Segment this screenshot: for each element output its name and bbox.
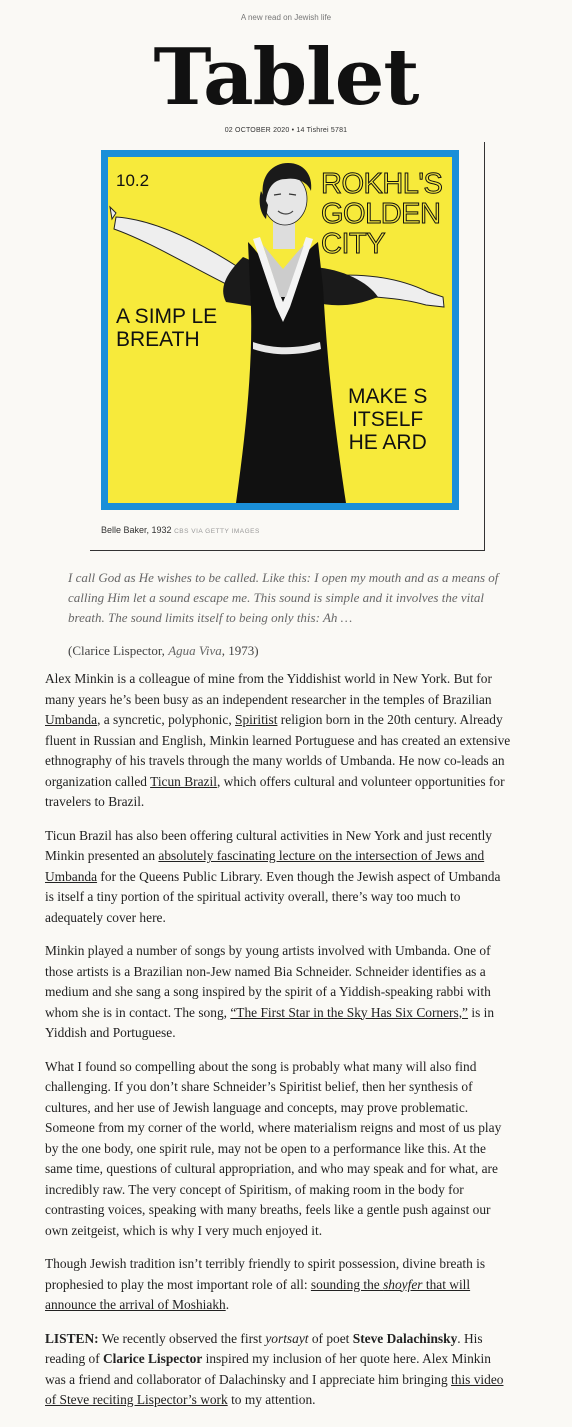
article-body <box>45 669 565 1424</box>
photo-credit: CBS VIA GETTY IMAGES <box>174 528 260 535</box>
column-title-line: GOLDEN <box>321 198 441 230</box>
epigraph-attribution <box>68 643 259 659</box>
article-bold: Clarice Lispector <box>103 1351 203 1366</box>
article-paragraph: What I found so compelling about the song is probably what many will also find challenging. If you don’t share Schneider’s Spiritist belief, then her synthesis of cultures, and her use of Jewish language and concepts, may prove problematic. Someone from my corner of the world, where materialism reigns and most of us play by the one body, one spirit rule, may not be open to a performance like this. At the same time, questions of cultural appropriation, and who may speak and for what, are incredibly raw. The very concept of Spiritism, of making room in the body for contrasting voices, speaking with many breaths, feels like a gentle push against our own zeitgeist, which is why I very much enjoyed it. <box>45 1058 502 1238</box>
site-logo[interactable]: Tablet <box>153 32 419 123</box>
article-paragraph: Though Jewish tradition isn’t terribly friendly to spirit possession, divine breath is prophesied to play the most important role of all: sounding the shoyfer that will announce the arrival of Moshiakh. <box>45 1256 486 1312</box>
artwork-left-line: A SIMP LE <box>116 305 218 328</box>
attribution-open: (Clarice Lispector, <box>68 643 169 658</box>
article-link[interactable]: absolutely fascinating lecture on the intersection of Jews and <box>158 848 485 863</box>
article-paragraph: Alex Minkin is a colleague of mine from the Yiddishist world in New York. But for many years he’s been busy as an independent researcher in the temples of Brazilian Umbanda, a syncretic, polyphonic, Spiritist religion born in the 20th century. Already fluent in Russian and English, Minkin learned Portuguese and has created an extensive ethnography of his travels through the many worlds of Umbanda. He now co-leads an organization called Ticun Brazil, which offers cultural and volunteer opportunities for travelers to Brazil. <box>45 671 511 809</box>
article-link[interactable]: Umbanda <box>45 712 98 727</box>
column-title-line: CITY <box>321 228 386 260</box>
article-link[interactable]: this video <box>451 1371 504 1387</box>
artwork-right-line: HE ARD <box>348 431 427 454</box>
epigraph-line: calling Him let a sound escape me. This sound is simple and it involves the vital <box>68 590 484 605</box>
article-link[interactable]: Umbanda <box>45 868 98 884</box>
artwork-right-line: ITSELF <box>352 408 424 431</box>
column-title <box>321 169 442 259</box>
article-link[interactable]: announce the arrival of Moshiakh <box>45 1297 226 1312</box>
caption-text: Belle Baker, 1932 <box>101 525 172 535</box>
artwork-panel <box>108 157 452 503</box>
epigraph-line: I call God as He wishes to be called. Like this: I open my mouth and as a means of <box>68 570 499 585</box>
tagline: A new read on Jewish life <box>240 13 332 22</box>
epigraph-quote <box>68 568 548 628</box>
article-link[interactable]: sounding the shoyfer that will <box>310 1276 471 1292</box>
article-link[interactable]: Spiritist <box>235 712 278 727</box>
dateline: 02 OCTOBER 2020 • 14 Tishrei 5781 <box>224 127 348 134</box>
attribution-work: Agua Viva <box>168 643 222 658</box>
hero-artwork <box>101 150 459 510</box>
column-title-line: ROKHL'S <box>321 168 443 200</box>
epigraph-line: breath. The sound limits itself to being only this: Ah … <box>68 610 353 625</box>
artwork-left-line: BREATH <box>116 328 200 351</box>
artwork-right-text <box>348 385 427 454</box>
image-caption <box>101 525 260 535</box>
article-bold: Steve Dalachinsky <box>352 1330 458 1346</box>
article-paragraph: LISTEN: We recently observed the first yortsayt of poet Steve Dalachinsky. His reading of Clarice Lispector inspired my inclusion of her quote here. Alex Minkin was a friend and collaborator of Dalachinsky and I appreciate him bringing this video of Steve reciting Lispector’s work to my attention. <box>45 1330 504 1407</box>
article-paragraph: Ticun Brazil has also been offering cultural activities in New York and just recently Minkin presented an absolutely fascinating lecture on the intersection of Jews and Umbanda for the Queens Public Library. Even though the Jewish aspect of Umbanda is itself a tiny portion of the spiritual activity overall, there’s way too much to adequately cover here. <box>45 827 501 925</box>
article-link[interactable]: of Steve reciting Lispector’s work <box>45 1392 228 1407</box>
attribution-close: , 1973) <box>221 643 259 658</box>
article-link[interactable]: Ticun Brazil <box>150 773 217 789</box>
article-link[interactable]: “The First Star in the Sky Has Six Corners,” <box>230 1004 469 1020</box>
article-italic: yortsayt <box>265 1330 309 1346</box>
article-link-italic: shoyfer <box>383 1276 423 1292</box>
article-paragraph: Minkin played a number of songs by young artists involved with Umbanda. One of those artists is a Brazilian non-Jew named Bia Schneider. Schneider identifies as a medium and she sang a song inspired by the spirit of a Yiddish-speaking rabbi with whom she is in contact. The song, “The First Star in the Sky Has Six Corners,” is in Yiddish and Portuguese. <box>45 943 495 1040</box>
artwork-date: 10.2 <box>116 171 150 190</box>
artwork-right-line: MAKE S <box>348 385 428 408</box>
artwork-left-text <box>116 305 217 351</box>
hero-figure <box>90 142 485 551</box>
article-bold: LISTEN: <box>45 1330 99 1346</box>
